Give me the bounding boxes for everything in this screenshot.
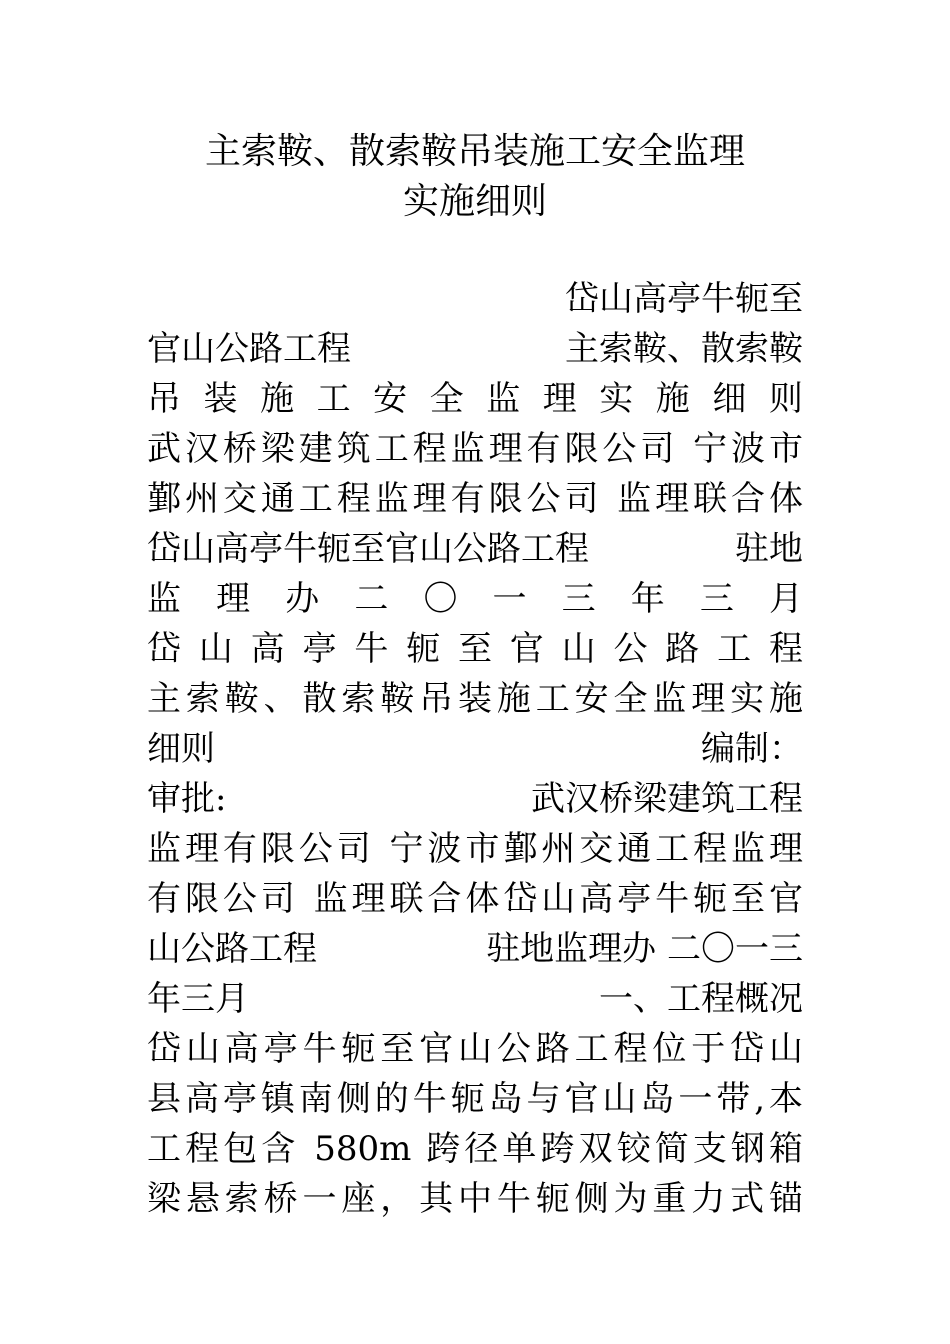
body-line-10: [147, 726, 803, 772]
spread-char: 工: [316, 379, 351, 419]
body-line-11-right: 武汉桥梁建筑工程: [531, 779, 803, 819]
body-line-9: 主索鞍、散索鞍吊装施工安全监理实施: [147, 679, 803, 719]
body-line-2-right: 主索鞍、散索鞍: [565, 329, 803, 369]
spread-char: 则: [768, 379, 803, 419]
body-line-14-left: 山公路工程: [147, 929, 317, 969]
spread-char: 二: [354, 579, 389, 619]
body-line-10-right: 编制：: [701, 729, 803, 769]
spread-char: 施: [655, 379, 690, 419]
body-line-11-left: 审批:: [147, 779, 227, 819]
spread-char: 监: [147, 579, 181, 619]
body-line-15: [147, 976, 803, 1022]
spread-char: 程: [768, 629, 803, 669]
body-line-10-left: 细则: [147, 729, 215, 769]
body-line-15-right: 一、工程概况: [599, 979, 803, 1019]
spread-char: 细: [712, 379, 747, 419]
spread-char: 办: [285, 579, 320, 619]
body-line-7: [147, 576, 803, 622]
body-line-6-right: 驻地: [735, 529, 803, 569]
spread-char: 公: [613, 629, 648, 669]
spread-char: 路: [665, 629, 700, 669]
spread-char: 三: [699, 579, 734, 619]
spread-char: 装: [203, 379, 238, 419]
body-line-15-left: 年三月: [147, 979, 249, 1019]
document-title-line-2: 实施细则: [402, 181, 547, 222]
body-line-14: [147, 926, 803, 972]
document-title-line-1: 主索鞍、散索鞍吊装施工安全监理: [204, 131, 745, 172]
spread-char: 〇: [423, 579, 458, 619]
body-line-11: [147, 776, 803, 822]
spread-char: 安: [373, 379, 408, 419]
spread-char: 山: [561, 629, 596, 669]
body-line-6-left: 岱山高亭牛轭至官山公路工程: [147, 529, 589, 569]
spread-char: 月: [768, 579, 803, 619]
body-line-4: 武汉桥梁建筑工程监理有限公司 宁波市: [147, 429, 803, 469]
spread-char: 官: [509, 629, 544, 669]
spread-char: 理: [542, 379, 577, 419]
body-line-2: [147, 326, 803, 372]
spread-char: 吊: [147, 379, 181, 419]
body-line-1: 岱山高亭牛轭至: [565, 279, 803, 319]
body-line-18: 工程包含 580m 跨径单跨双铰简支钢箱: [147, 1129, 803, 1169]
body-line-13: 有限公司 监理联合体岱山高亭牛轭至官: [147, 879, 803, 919]
spread-char: 高: [250, 629, 285, 669]
spread-char: 至: [457, 629, 492, 669]
body-line-19: 梁悬索桥一座，其中牛轭侧为重力式锚: [147, 1179, 803, 1219]
body-line-2-left: 官山公路工程: [147, 329, 351, 369]
body-line-16: 岱山高亭牛轭至官山公路工程位于岱山: [147, 1029, 803, 1069]
spread-char: 监: [486, 379, 521, 419]
spread-char: 三: [561, 579, 596, 619]
body-line-6: [147, 526, 803, 572]
spread-char: 轭: [406, 629, 441, 669]
spread-char: 牛: [354, 629, 389, 669]
spread-char: 年: [630, 579, 665, 619]
body-line-17: 县高亭镇南侧的牛轭岛与官山岛一带,本: [147, 1079, 803, 1119]
spread-char: 一: [492, 579, 527, 619]
spread-char: 工: [717, 629, 752, 669]
body-line-3: [147, 376, 803, 422]
spread-char: 理: [216, 579, 251, 619]
spread-char: 亭: [302, 629, 337, 669]
spread-char: 山: [198, 629, 233, 669]
body-line-8: [147, 626, 803, 672]
spread-char: 实: [599, 379, 634, 419]
spread-char: 全: [429, 379, 464, 419]
body-line-14-right: 驻地监理办 二〇一三: [486, 929, 803, 969]
body-line-5: 鄞州交通工程监理有限公司 监理联合体: [147, 479, 803, 519]
body-line-12: 监理有限公司 宁波市鄞州交通工程监理: [147, 829, 803, 869]
spread-char: 岱: [147, 629, 181, 669]
spread-char: 施: [260, 379, 295, 419]
